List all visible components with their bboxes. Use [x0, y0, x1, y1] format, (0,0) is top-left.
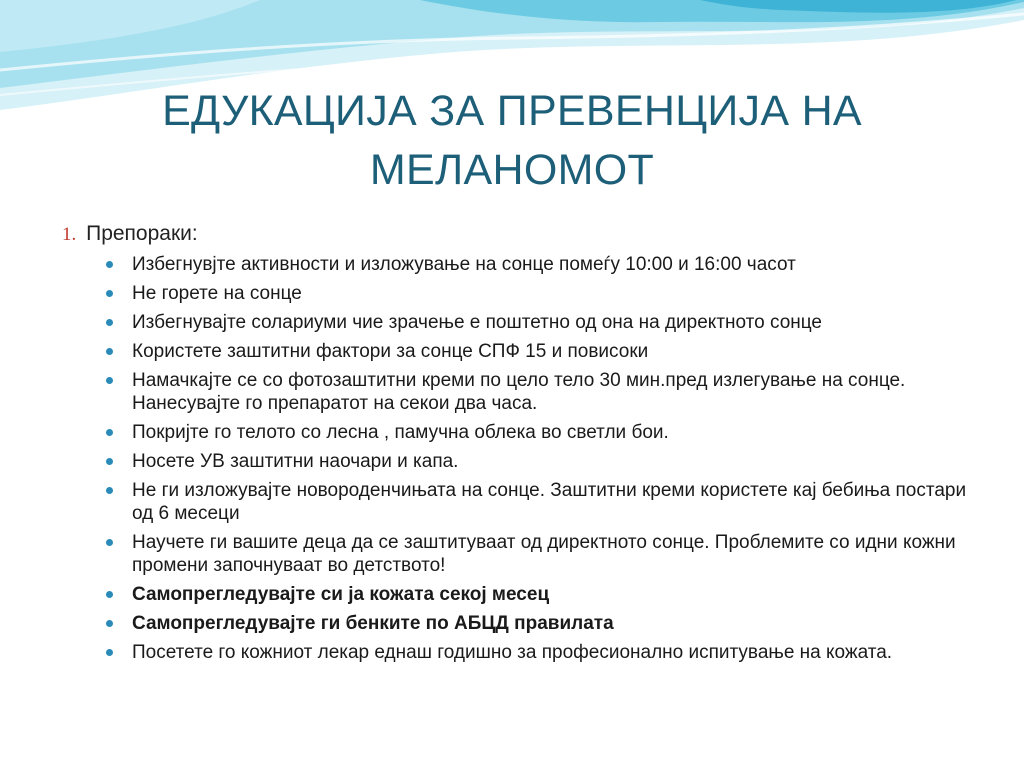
list-item-text: Не ги изложувајте новороденчињата на сонце. Заштитни креми користете кај бебиња постари од 6 месеци	[132, 480, 967, 524]
bullet-icon	[106, 539, 113, 546]
list-item	[104, 531, 982, 577]
section-number: 1.	[62, 224, 77, 245]
list-item-text: Посетете го кожниот лекар еднаш годишно за професионално испитување на кожата.	[132, 642, 893, 663]
list-item	[104, 311, 982, 334]
recommendations-list	[62, 253, 982, 664]
bullet-icon	[106, 620, 113, 627]
list-item-text: Научете ги вашите деца да се заштитуваат од директното сонце. Проблемите со идни кожни промени започнуваат во детството!	[132, 532, 956, 576]
slide-title	[60, 82, 964, 200]
list-item	[104, 612, 982, 635]
bullet-icon	[106, 348, 113, 355]
list-item-text: Избегнувјте активности и изложување на сонце помеѓу 10:00 и 16:00 часот	[132, 254, 796, 275]
slide-title-line-2: МЕЛАНОМОТ	[369, 146, 655, 194]
bullet-icon	[106, 591, 113, 598]
bullet-icon	[106, 261, 113, 268]
bullet-icon	[106, 377, 113, 384]
bullet-icon	[106, 429, 113, 436]
list-item	[104, 479, 982, 525]
bullet-icon	[106, 649, 113, 656]
list-item-text: Не горете на сонце	[132, 283, 302, 304]
bullet-icon	[106, 290, 113, 297]
list-item	[104, 369, 982, 415]
list-item-text: Самопрегледувајте си ја кожата секој месец	[132, 584, 550, 605]
section-label: Препораки:	[86, 222, 198, 245]
list-item-text: Носете УВ заштитни наочари и капа.	[132, 451, 459, 472]
list-item	[104, 340, 982, 363]
list-item-text: Избегнувајте солариуми чие зрачење е поштетно од она на директното сонце	[132, 312, 823, 333]
list-item	[104, 450, 982, 473]
list-item-text: Покријте го телото со лесна , памучна облека во светли бои.	[132, 422, 669, 443]
list-item-text: Самопрегледувајте ги бенките по АБЦД правилата	[132, 613, 614, 634]
bullet-icon	[106, 319, 113, 326]
list-item-text: Користете заштитни фактори за сонце СПФ 15 и повисоки	[132, 341, 649, 362]
list-item	[104, 253, 982, 276]
bullet-icon	[106, 458, 113, 465]
bullet-icon	[106, 487, 113, 494]
list-item	[104, 641, 982, 664]
list-item	[104, 583, 982, 606]
section-heading	[62, 220, 982, 249]
list-item-text: Намачкајте се со фотозаштитни креми по цело тело 30 мин.пред излегување на сонце. Нанесувајте го препаратот на секои два часа.	[132, 370, 906, 414]
recommendations-section	[62, 220, 982, 670]
list-item	[104, 421, 982, 444]
list-item	[104, 282, 982, 305]
slide-title-line-1: ЕДУКАЦИЈА ЗА ПРЕВЕНЦИЈА НА	[162, 87, 862, 135]
